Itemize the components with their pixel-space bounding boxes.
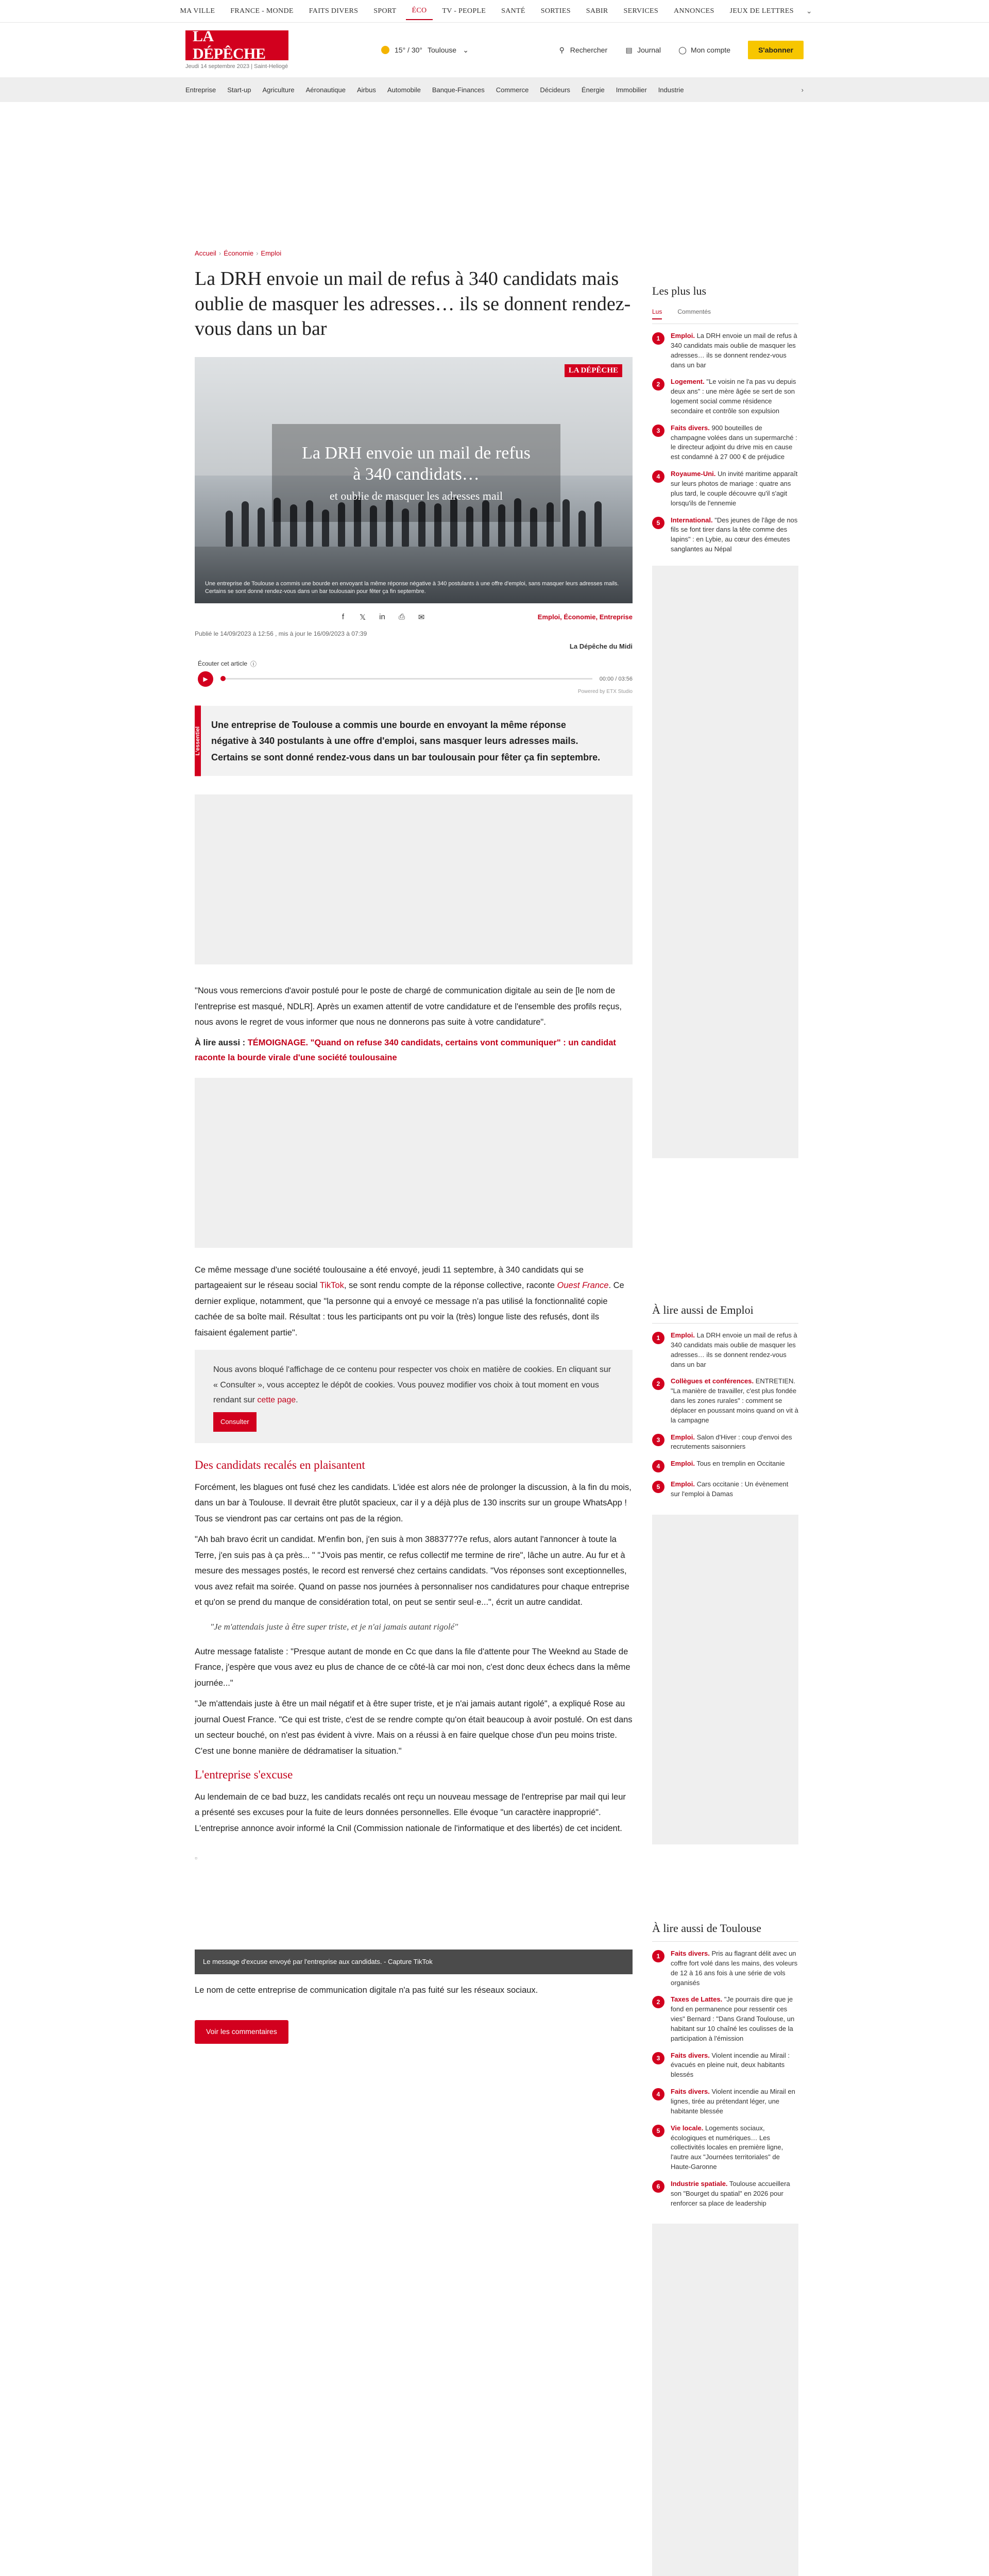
cat-industrie[interactable]: Industrie: [658, 86, 684, 94]
most-read-tabs: [652, 304, 798, 324]
paragraph: Le nom de cette entreprise de communication digitale n'a pas fuité sur les réseaux sociaux.: [195, 1986, 538, 1995]
list-item[interactable]: [652, 516, 798, 554]
facebook-icon[interactable]: f: [342, 612, 345, 621]
x-twitter-icon[interactable]: 𝕏: [359, 613, 366, 622]
audio-label: [198, 659, 633, 668]
headline: Tous en tremplin en Occitanie: [694, 1460, 785, 1468]
consult-button[interactable]: Consulter: [213, 1412, 257, 1432]
lead-tag: L'essentiel: [195, 706, 201, 776]
sidebar-ad-2: [652, 1515, 798, 1844]
list-item[interactable]: [652, 469, 798, 508]
article-title: La DRH envoie un mail de refus à 340 candidats mais oublie de masquer les adresses… ils se donnent rendez-vous dans un bar: [195, 268, 631, 340]
list-item-text: [671, 423, 798, 462]
headline: Pris au flagrant délit avec un coffre fort volé dans les mains, des voleurs de 12 à 16 ans fois à une série de vols organisés: [671, 1950, 798, 1987]
hero-caption: Une entreprise de Toulouse a commis une bourde en envoyant la même réponse négative à 340 postulants à une offre d'emploi, sans masquer leurs adresses mails. Certains se sont donné rendez-vous dans un bar toulousain pour fêter ça fin septembre.: [205, 581, 619, 595]
subheading-recales: Des candidats recalés en plaisantent: [195, 1459, 365, 1472]
rank-badge: 2: [652, 378, 664, 391]
hero-overlay-text: [272, 424, 560, 522]
sidebar-most-read: [652, 284, 798, 1158]
text-run: . Ce dernier explique, notamment, que "la personne qui a envoyé ce message n'a pas utilisé la fonctionnalité copie cachée de sa boîte mail. Résultat : tous les participants ont pu voir la (très) longue liste des refusés, dont ils faisaient également partie".: [195, 1281, 624, 1337]
rank-badge: 2: [652, 1996, 664, 2008]
list-item-text: [671, 2087, 798, 2116]
nav-ma-ville[interactable]: MA VILLE: [180, 7, 215, 15]
audio-progress-handle[interactable]: [220, 676, 226, 681]
audio-time: 00:00 / 03:56: [599, 675, 633, 682]
kicker: Faits divers.: [671, 423, 710, 432]
cookie-consent-box: Nous avons bloqué l'affichage de ce contenu pour respecter vos choix en matière de cookies. En cliquant sur « Consulter », vous acceptez le dépôt de cookies. Vous pouvez modifier vos choix à tout moment en vous rendant sur cette page. Consulter: [195, 1350, 633, 1443]
list-item[interactable]: [652, 1949, 798, 1988]
broken-image-icon: ▫: [195, 1854, 197, 1862]
search-button[interactable]: [558, 46, 607, 54]
category-bar: [0, 77, 989, 102]
list-item-text: [671, 331, 798, 370]
search-icon: ⚲: [559, 45, 565, 54]
headline: ENTRETIEN. "La manière de travailler, c'est plus fondée dans les zones rurales" : comment se déplacer en poussant moins quand on vit à la campagne: [671, 1377, 798, 1424]
list-item[interactable]: [652, 1995, 798, 2043]
kicker: Emploi.: [671, 1331, 695, 1339]
nav-eco[interactable]: ÉCO: [406, 3, 433, 20]
hero-line-1: La DRH envoie un mail de refus: [302, 444, 531, 463]
headline: Un invité maritime apparaît sur leurs photos de mariage : quatre ans plus tard, le couple découvre qu'il s'agit lorsqu'ils de l'ennemie: [671, 470, 798, 507]
audio-powered: Powered by ETX Studio: [577, 688, 633, 694]
print-icon[interactable]: ⎙: [398, 612, 405, 621]
toulouse-title: À lire aussi de Toulouse: [652, 1922, 798, 1942]
list-item[interactable]: [652, 331, 798, 370]
ouest-france-link[interactable]: Ouest France: [557, 1281, 609, 1291]
headline: "Des jeunes de l'âge de nos fils se font tirer dans la tête comme des lapins" : en Lybie, au cœur des émeutes sanglantes au Népal: [671, 516, 798, 553]
cat-automobile[interactable]: Automobile: [387, 86, 421, 94]
read-also-link[interactable]: TÉMOIGNAGE. "Quand on refuse 340 candidats, certains vont communiquer" : un candidat raconte la bourde virale d'une société toulousaine: [195, 1038, 616, 1062]
cat-startup[interactable]: Start-up: [227, 86, 251, 94]
header-date: Jeudi 14 septembre 2023 | Saint-Heliogé: [185, 63, 288, 70]
list-item[interactable]: [652, 1459, 798, 1472]
list-item-text: [671, 377, 798, 416]
audio-progress[interactable]: [220, 678, 592, 680]
kicker: Faits divers.: [671, 2088, 710, 2096]
rank-badge: 1: [652, 1332, 664, 1344]
paragraph: Forcément, les blagues ont fusé chez les candidats. L'idée est alors née de prolonger la discussion, à la fin du mois, dans un bar à Toulouse. Il devrait être plutôt spacieux, car il y a déjà plus de 130 inscrits sur un groupe WhatsApp ! Tous se viendront pas car certains ont pas de la région.: [195, 1482, 632, 1523]
share-buttons: [195, 613, 427, 622]
sidebar-emploi: [652, 1303, 798, 1844]
list-item-text: [671, 469, 798, 508]
subheading-excuse: L'entreprise s'excuse: [195, 1768, 293, 1782]
article-tags[interactable]: Emploi, Économie, Entreprise: [537, 613, 633, 621]
pull-quote: "Je m'attendais juste à être super triste, et je n'ai jamais autant rigolé": [210, 1621, 458, 1632]
nav-jeux[interactable]: JEUX DE LETTRES: [729, 7, 794, 15]
meta-row: [195, 630, 633, 637]
weather-widget[interactable]: [381, 46, 470, 54]
list-item-text: [671, 516, 798, 554]
headline: "Je pourrais dire que je fond en permanence pour ressentir ces vies" Bernard : "Dans Grand Toulouse, un habitant sur 10 chaîné les coulisses de la participation à l'émission: [671, 1995, 795, 2042]
kicker: Vie locale.: [671, 2124, 704, 2132]
rank-badge: 3: [652, 2052, 664, 2064]
kicker: Taxes de Lattes.: [671, 1995, 723, 2004]
linkedin-icon[interactable]: in: [379, 612, 385, 621]
bottom-ad-slot: [195, 2416, 633, 2576]
headline: Cars occitanie : Un évènement sur l'emploi à Damas: [671, 1480, 789, 1498]
headline: Violent incendie au Mirail : évacués en pleine nuit, deux habitants blessés: [671, 2051, 790, 2079]
header-actions: [558, 41, 804, 59]
sun-icon: [381, 46, 389, 54]
kicker: Faits divers.: [671, 2051, 710, 2059]
list-item-text: [671, 1377, 798, 1425]
sidebar-toulouse: [652, 1922, 798, 2576]
list-item-text: [671, 1995, 798, 2043]
kicker: Collègues et conférences.: [671, 1377, 754, 1385]
account-button[interactable]: [678, 46, 730, 54]
list-item[interactable]: [652, 423, 798, 462]
consent-text: Nous avons bloqué l'affichage de ce contenu pour respecter vos choix en matière de cookies. En cliquant sur « Consulter », vous acceptez le dépôt de cookies. Vous pouvez modifier vos choix à tout moment en vous rendant sur: [213, 1365, 611, 1405]
subscribe-button[interactable]: S'abonner: [748, 41, 804, 59]
nav-sorties[interactable]: SORTIES: [540, 7, 571, 15]
play-icon[interactable]: ▶: [198, 671, 213, 687]
site-logo[interactable]: LA DÉPÊCHE: [185, 30, 288, 60]
audio-player: [195, 659, 633, 694]
article-author: La Dépêche du Midi: [569, 642, 633, 650]
headline: La DRH envoie un mail de refus à 340 candidats mais oublie de masquer les adresses… ils se donnent rendez-vous dans un bar: [671, 332, 797, 369]
list-item[interactable]: [652, 377, 798, 416]
kicker: Emploi.: [671, 1480, 695, 1488]
headline: 900 bouteilles de champagne volées dans un supermarché : le directeur adjoint du drive mis en cause est condamné à 27 000 € de préjudice: [671, 423, 797, 461]
nav-services[interactable]: SERVICES: [623, 7, 658, 15]
tiktok-link[interactable]: TikTok: [319, 1281, 344, 1291]
headline: Toulouse accueillera son "Bourget du spatial" en 2026 pour renforcer sa place de leadership: [671, 2179, 790, 2207]
consent-settings-link[interactable]: cette page: [257, 1396, 296, 1405]
rank-badge: 6: [652, 2180, 664, 2193]
cat-aeronautique[interactable]: Aéronautique: [305, 86, 346, 94]
rank-badge: 1: [652, 332, 664, 345]
logo-block: [185, 30, 288, 70]
newspaper-icon: ▤: [625, 45, 633, 54]
headline: "Le voisin ne l'a pas vu depuis deux ans" : une mère âgée se sert de son logement social comme résidence secondaire et contrôle son expulsion: [671, 378, 796, 415]
site-header: [0, 23, 989, 77]
cat-agriculture[interactable]: Agriculture: [262, 86, 295, 94]
cat-airbus[interactable]: Airbus: [356, 86, 376, 94]
headline: Logements sociaux, écologiques et numériques… Les collectivités locales en première ligne, l'autre aux "Journées territoriales" de Haute-Garonne: [671, 2124, 783, 2171]
list-item[interactable]: [652, 2124, 798, 2172]
paragraph: [195, 1262, 633, 1341]
list-item-text: [671, 2124, 798, 2172]
nav-tv-people[interactable]: TV - PEOPLE: [442, 7, 486, 15]
inline-ad-2: [195, 1078, 633, 1248]
rank-badge: 1: [652, 1950, 664, 1962]
rank-badge: 5: [652, 1481, 664, 1493]
kicker: Industrie spatiale.: [671, 2179, 728, 2188]
paragraph: Autre message fataliste : "Presque autant de monde en Cc que dans la file d'attente pour The Weeknd au Stade de France, j'espère que vous avez eu plus de chance de ce côté-là car moi non, c'est donc deux échecs dans la même journée...": [195, 1647, 630, 1688]
kicker: Emploi.: [671, 1433, 695, 1441]
rank-badge: 4: [652, 1460, 664, 1472]
list-item-text: [671, 1433, 798, 1452]
emploi-title: À lire aussi de Emploi: [652, 1303, 798, 1324]
chevron-down-icon: ⌄: [463, 45, 469, 54]
weather-city: Toulouse: [428, 46, 457, 54]
list-item-text: [671, 2051, 798, 2080]
kicker: Emploi.: [671, 332, 695, 340]
hero-logo: LA DÉPÊCHE: [565, 364, 622, 377]
comments-button[interactable]: Voir les commentaires: [195, 2020, 288, 2044]
nav-france-monde[interactable]: FRANCE - MONDE: [230, 7, 294, 15]
kicker: Emploi.: [671, 1460, 695, 1468]
nav-sante[interactable]: SANTÉ: [501, 7, 525, 15]
nav-sabir[interactable]: SABIR: [586, 7, 608, 15]
list-item-text: [671, 1331, 798, 1369]
paragraph: "Ah bah bravo écrit un candidat. M'enfin bon, j'en suis à mon 388377?7e refus, alors autant l'annoncer à toute la Terre, j'en suis pas à ça près... " "J'vois pas mentir, ce refus collectif me termine de rire", lâche un autre. Au fur et à mesure des messages postés, le record est renversé chez certains candidats. "Vos réponses sont exceptionnelles, vous avez refait ma soirée. Quand on passe nos journées à personnaliser nos candidatures pour chaque entreprise et qu'on se prend du manque de considération total, on peut se sentir seul·e...", écrit un autre candidat.: [195, 1535, 629, 1607]
list-item-text: [671, 1949, 798, 1988]
weather-temp: 15° / 30°: [395, 46, 423, 54]
sidebar-ad-1: [652, 566, 798, 1158]
rank-badge: 2: [652, 1378, 664, 1390]
rank-badge: 4: [652, 470, 664, 483]
mail-icon[interactable]: ✉: [418, 613, 425, 622]
kicker: Royaume-Uni.: [671, 470, 716, 478]
nav-more-chevron-icon[interactable]: ⌄: [806, 7, 812, 15]
journal-label: Journal: [637, 46, 661, 54]
breadcrumb-separator: ›: [256, 249, 259, 257]
list-item[interactable]: [652, 2087, 798, 2116]
headline: La DRH envoie un mail de refus à 340 candidats mais oublie de masquer les adresses… ils se donnent rendez-vous dans un bar: [671, 1331, 797, 1368]
list-item[interactable]: [652, 1433, 798, 1452]
lead-text: Une entreprise de Toulouse a commis une bourde en envoyant la même réponse négative à 340 postulants à une offre d'emploi, sans masquer leurs adresses mails. Certains se sont donné rendez-vous dans un bar toulousain pour fêter ça fin septembre.: [211, 719, 601, 762]
article-body: [195, 983, 633, 2043]
account-label: Mon compte: [691, 46, 731, 54]
search-label: Rechercher: [570, 46, 608, 54]
top-navigation: [0, 0, 989, 23]
breadcrumb-home[interactable]: Accueil: [195, 249, 216, 257]
list-item-text: [671, 1459, 785, 1472]
cat-commerce[interactable]: Commerce: [496, 86, 529, 94]
paragraph: "Je m'attendais juste à être un mail négatif et à être super triste, et je n'ai jamais autant rigolé", a expliqué Rose au journal Ouest France. "Ce qui est triste, c'est de se rendre compte qu'on était beaucoup à avoir postulé. On est dans un secteur bouché, on n'est pas évident à vivre. Mais on a réussi à en faire quelque chose d'un peu moins triste. C'est une bonne manière de dédramatiser la situation.": [195, 1699, 633, 1756]
top-ad-slot: [185, 108, 804, 237]
list-item-text: [671, 2179, 798, 2209]
breadcrumb-separator: ›: [218, 249, 221, 257]
headline: Salon d'Hiver : coup d'envoi des recrutements saisonniers: [671, 1433, 792, 1451]
tab-read[interactable]: Lus: [652, 308, 662, 319]
kicker: Logement.: [671, 378, 705, 386]
kicker: Faits divers.: [671, 1950, 710, 1957]
rank-badge: 4: [652, 2088, 664, 2100]
nav-annonces[interactable]: ANNONCES: [673, 7, 714, 15]
most-read-title: Les plus lus: [652, 284, 707, 297]
paragraph: Au lendemain de ce bad buzz, les candidats recalés ont reçu un nouveau message de l'entreprise par mail qui leur a présenté ses excuses pour la fuite de leurs données personnelles. Elle évoque "un caractère inapproprié". L'entreprise annonce avoir informé la Cnil (Commission nationale de l'informatique et des libertés) de cet incident.: [195, 1792, 626, 1833]
rank-badge: 5: [652, 517, 664, 529]
user-icon: ◯: [678, 45, 687, 54]
cat-entreprise[interactable]: Entreprise: [185, 86, 216, 94]
breadcrumb-economie[interactable]: Économie: [224, 249, 254, 257]
rank-badge: 5: [652, 2125, 664, 2137]
read-also: [195, 1036, 633, 1065]
text-run: Ce même message d'une société toulousaine a été envoyé, jeudi 11 septembre, à 340 candidats qui se partageaient sur le réseau social: [195, 1265, 584, 1291]
paragraph: "Nous vous remercions d'avoir postulé pour le poste de chargé de communication digitale au sein de [le nom de l'entreprise est masqué, NDLR]. Après un examen attentif de votre candidature et de l'ensemble des profils reçus, nous avons le regret de vous informer que nous ne donnerons pas suite à votre candidature".: [195, 986, 622, 1027]
kicker: International.: [671, 516, 713, 524]
headline: Violent incendie au Mirail en lignes, tirée au prétendant léger, une habitante blessée: [671, 2088, 795, 2115]
hero-image[interactable]: [195, 357, 633, 603]
breadcrumb: [195, 249, 633, 257]
rank-badge: 3: [652, 1434, 664, 1446]
cat-immobilier[interactable]: Immobilier: [616, 86, 647, 94]
journal-button[interactable]: [625, 46, 661, 54]
breadcrumb-emploi[interactable]: Emploi: [261, 249, 282, 257]
list-item[interactable]: [652, 1480, 798, 1499]
rank-badge: 3: [652, 425, 664, 437]
cat-energie[interactable]: Énergie: [581, 86, 605, 94]
hero-line-2: à 340 candidats…: [353, 464, 480, 484]
list-item[interactable]: [652, 1331, 798, 1369]
list-item[interactable]: [652, 2051, 798, 2080]
nav-faits-divers[interactable]: FAITS DIVERS: [309, 7, 359, 15]
nav-sport[interactable]: SPORT: [373, 7, 397, 15]
image-caption-bar: Le message d'excuse envoyé par l'entreprise aux candidats. - Capture TikTok: [195, 1950, 633, 1974]
text-run: , se sont rendu compte de la réponse collective, raconte: [344, 1281, 557, 1291]
audio-controls: [198, 671, 633, 687]
publish-date: Publié le 14/09/2023 à 12:56 , mis à jour le 16/09/2023 à 07:39: [195, 630, 367, 637]
list-item[interactable]: [652, 1377, 798, 1425]
list-item[interactable]: [652, 2179, 798, 2209]
audio-label-text: Écouter cet article: [198, 660, 248, 668]
hero-line-3: et oublie de masquer les adresses mail: [329, 489, 503, 502]
sidebar-ad-3: [652, 2224, 798, 2576]
list-item-text: [671, 1480, 798, 1499]
tab-commented[interactable]: Commentés: [677, 308, 711, 315]
share-row: [195, 613, 633, 622]
read-also-prefix: À lire aussi :: [195, 1038, 246, 1047]
info-icon[interactable]: ⓘ: [250, 660, 257, 668]
cat-banque[interactable]: Banque-Finances: [432, 86, 485, 94]
article: [195, 249, 633, 2044]
inline-ad-1: [195, 794, 633, 964]
chevron-right-icon[interactable]: ›: [801, 86, 804, 94]
lead-box: [195, 706, 633, 776]
cat-decideurs[interactable]: Décideurs: [540, 86, 570, 94]
